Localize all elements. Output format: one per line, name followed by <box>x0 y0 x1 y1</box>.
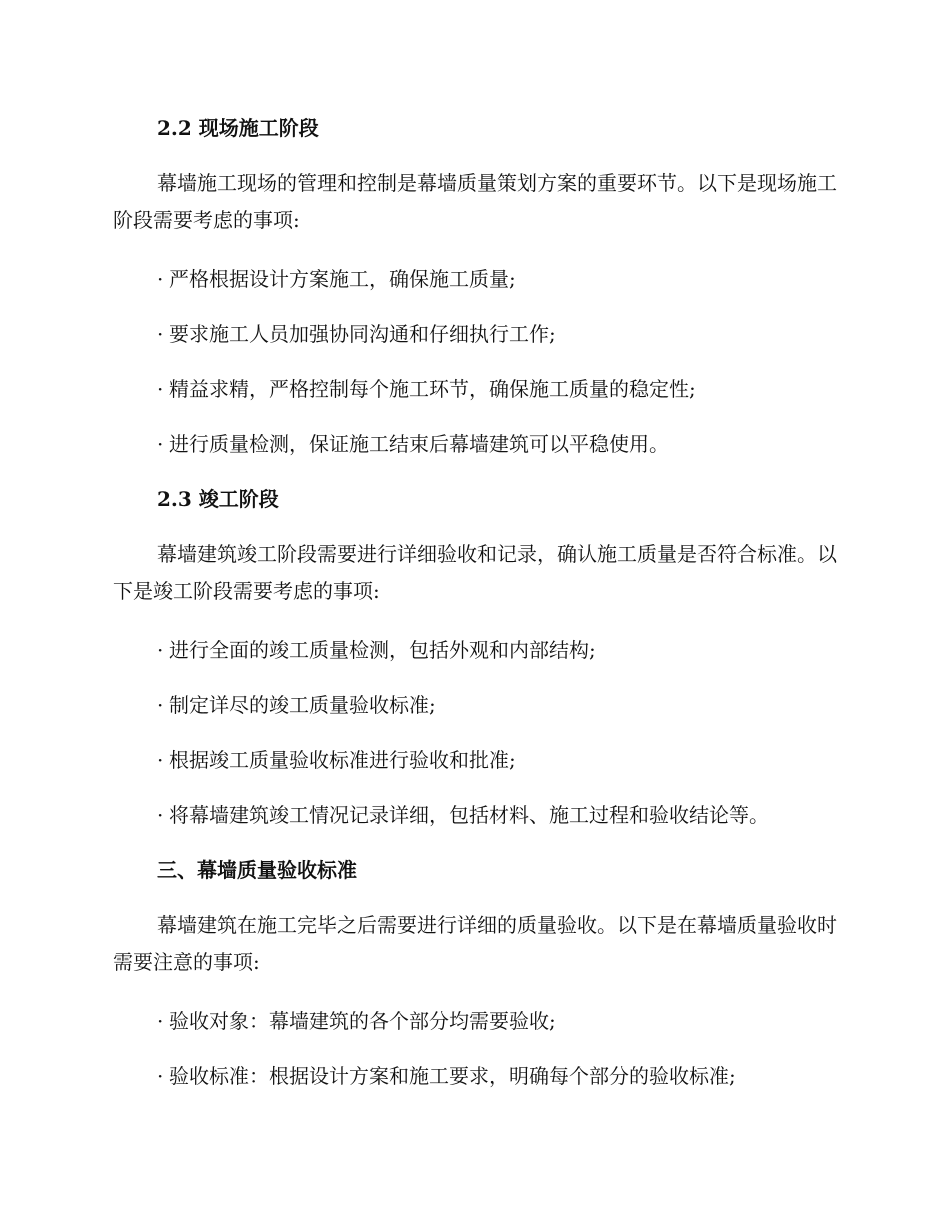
list-item-text: 制定详尽的竣工质量验收标准; <box>169 693 436 717</box>
list-item <box>157 316 882 353</box>
list-item-text: 进行质量检测，保证施工结束后幕墙建筑可以平稳使用。 <box>169 432 669 456</box>
list-item-text: 根据竣工质量验收标准进行验收和批准; <box>169 748 516 772</box>
bullet-glyph: · <box>157 693 164 717</box>
list-item <box>157 742 882 779</box>
section-heading: 2.3 竣工阶段 <box>157 487 279 511</box>
list-item-text: 进行全面的竣工质量检测，包括外观和内部结构; <box>169 638 596 662</box>
bullet-glyph: · <box>157 638 164 662</box>
list-item <box>157 797 882 834</box>
list-item <box>157 261 882 298</box>
section-paragraph: 幕墙施工现场的管理和控制是幕墙质量策划方案的重要环节。以下是现场施工阶段需要考虑的事项: <box>113 171 837 232</box>
list-item <box>157 1003 882 1040</box>
bullet-glyph: · <box>157 1064 164 1088</box>
section-paragraph: 幕墙建筑在施工完毕之后需要进行详细的质量验收。以下是在幕墙质量验收时需要注意的事项: <box>113 913 837 974</box>
section-heading: 2.2 现场施工阶段 <box>157 116 319 140</box>
section-paragraph: 幕墙建筑竣工阶段需要进行详细验收和记录，确认施工质量是否符合标准。以下是竣工阶段需要考虑的事项: <box>113 542 837 603</box>
bullet-glyph: · <box>157 322 164 346</box>
list-item-text: 验收对象：幕墙建筑的各个部分均需要验收; <box>169 1009 556 1033</box>
list-item-text: 要求施工人员加强协同沟通和仔细执行工作; <box>169 322 556 346</box>
list-item <box>157 371 882 408</box>
section-heading: 三、幕墙质量验收标准 <box>157 858 357 882</box>
list-item-text: 精益求精，严格控制每个施工环节，确保施工质量的稳定性; <box>169 377 696 401</box>
bullet-glyph: · <box>157 267 164 291</box>
bullet-glyph: · <box>157 803 164 827</box>
list-item-text: 将幕墙建筑竣工情况记录详细，包括材料、施工过程和验收结论等。 <box>169 803 769 827</box>
list-item <box>157 632 882 669</box>
list-item <box>157 1058 882 1095</box>
list-item <box>157 426 882 463</box>
bullet-glyph: · <box>157 1009 164 1033</box>
bullet-glyph: · <box>157 377 164 401</box>
list-item-text: 验收标准：根据设计方案和施工要求，明确每个部分的验收标准; <box>169 1064 736 1088</box>
list-item <box>157 687 882 724</box>
bullet-glyph: · <box>157 748 164 772</box>
list-item-text: 严格根据设计方案施工，确保施工质量; <box>169 267 516 291</box>
bullet-glyph: · <box>157 432 164 456</box>
